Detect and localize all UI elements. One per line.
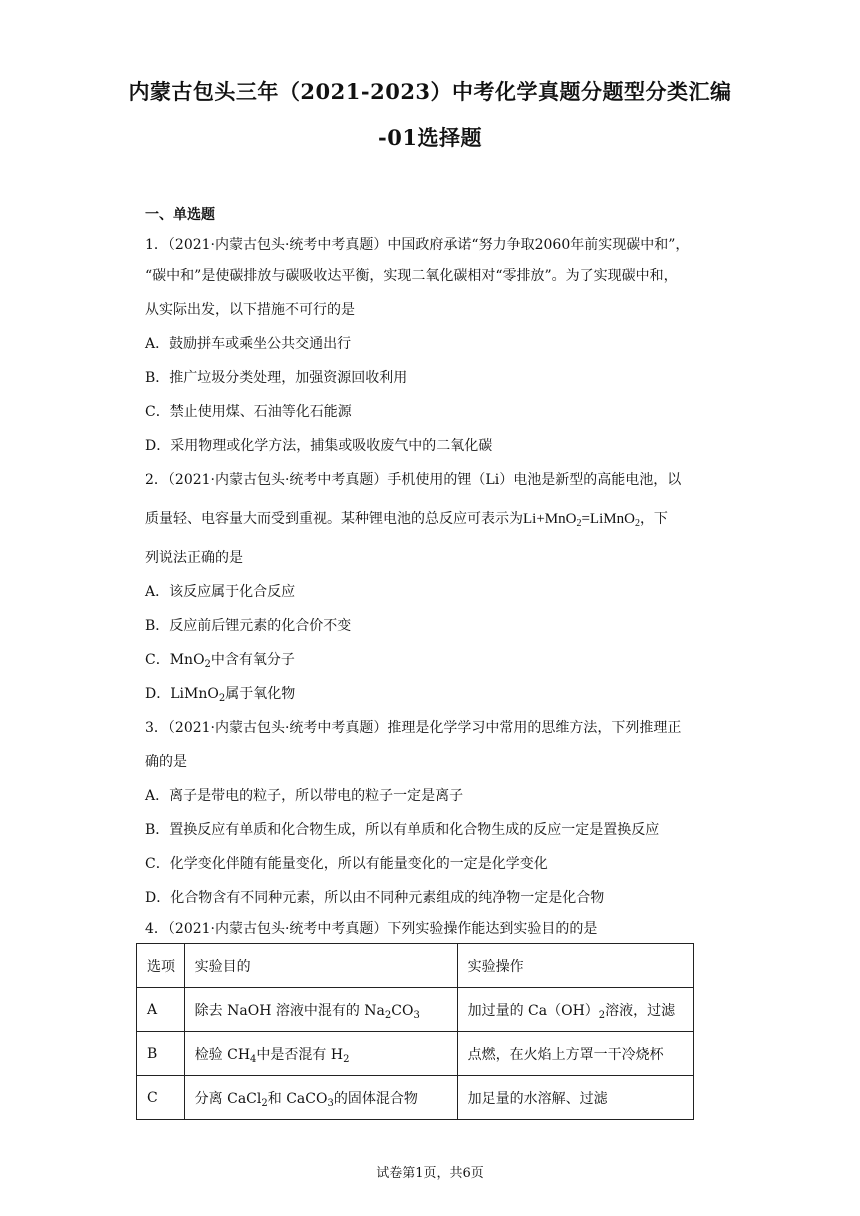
page-title: 内蒙古包头三年（2021-2023）中考化学真题分题型分类汇编 [128, 79, 732, 104]
q1-stem-line2: “碳中和”是使碳排放与碳吸收达平衡，实现二氧化碳相对“零排放”。为了实现碳中和， [145, 268, 678, 284]
table-cell-option: C [137, 1076, 185, 1120]
q2-option-a: A．该反应属于化合反应 [145, 584, 296, 600]
table-cell-goal: 分离 CaCl$_2$和 CaCO$_3$的固体混合物 [184, 1076, 457, 1120]
q1-option-a: A．鼓励拼车或乘坐公共交通出行 [145, 336, 352, 352]
q3-option-c: C．化学变化伴随有能量变化，所以有能量变化的一定是化学变化 [145, 856, 548, 872]
table-cell-goal: 除去 NaOH 溶液中混有的 $Na_2CO_3$ [184, 988, 457, 1032]
q2-option-b: B．反应前后锂元素的化合价不变 [145, 618, 352, 634]
page-subtitle: -01选择题 [378, 125, 482, 150]
q3-option-a: A．离子是带电的粒子，所以带电的粒子一定是离子 [145, 788, 464, 804]
q2-option-c: C．MnO$_2$中含有氧分子 [145, 652, 295, 670]
table-row [137, 988, 694, 1032]
table-header-cell: 实验操作 [457, 944, 693, 988]
table-row [137, 1076, 694, 1120]
q4-stem-line1: 4．（2021·内蒙古包头·统考中考真题）下列实验操作能达到实验目的的是 [145, 921, 598, 937]
table-row [137, 1032, 694, 1076]
q1-option-b: B．推广垃圾分类处理，加强资源回收利用 [145, 370, 408, 386]
page-footer: 试卷第1页，共6页 [376, 1166, 484, 1181]
q2-option-d: D．LiMnO$_2$属于氧化物 [145, 686, 296, 704]
table-cell-option: B [137, 1032, 185, 1076]
q2-stem-line1: 2．（2021·内蒙古包头·统考中考真题）手机使用的锂（Li）电池是新型的高能电池，以 [145, 472, 682, 488]
table-header-row [137, 944, 694, 988]
q1-stem-line3: 从实际出发，以下措施不可行的是 [145, 302, 355, 318]
q2-stem-line2 [145, 508, 668, 528]
q1-option-d: D．采用物理或化学方法，捕集或吸收废气中的二氧化碳 [145, 438, 493, 454]
q2-stem-text: 质量轻、电容量大而受到重视。某种锂电池的总反应可表示为 [145, 511, 523, 527]
table-header-cell: 选项 [137, 944, 185, 988]
table-cell-operation: 点燃，在火焰上方罩一干冷烧杯 [457, 1032, 693, 1076]
q3-stem-line1: 3．（2021·内蒙古包头·统考中考真题）推理是化学学习中常用的思维方法，下列推理正 [145, 720, 682, 736]
q2-stem-line3: 列说法正确的是 [145, 550, 243, 566]
q4-table [136, 943, 694, 1120]
table-header-cell: 实验目的 [184, 944, 457, 988]
q1-stem-line1: 1．（2021·内蒙古包头·统考中考真题）中国政府承诺“努力争取2060年前实现碳中和”， [145, 237, 690, 253]
table-cell-option: A [137, 988, 185, 1032]
q2-stem-tail: ，下 [639, 511, 668, 527]
table-cell-goal: 检验 $CH_4$中是否混有 $H_2$ [184, 1032, 457, 1076]
table-cell-operation: 加足量的水溶解、过滤 [457, 1076, 693, 1120]
q3-option-d: D．化合物含有不同种元素，所以由不同种元素组成的纯净物一定是化合物 [145, 890, 605, 906]
q2-equation: Li+MnO$_2$=LiMnO$_2$ [523, 511, 640, 529]
section-heading: 一、单选题 [145, 207, 215, 223]
q3-stem-line2: 确的是 [145, 754, 187, 770]
table-cell-operation: 加过量的 $Ca(OH)_2$溶液，过滤 [457, 988, 693, 1032]
q1-option-c: C．禁止使用煤、石油等化石能源 [145, 404, 352, 420]
q3-option-b: B．置换反应有单质和化合物生成，所以有单质和化合物生成的反应一定是置换反应 [145, 822, 660, 838]
